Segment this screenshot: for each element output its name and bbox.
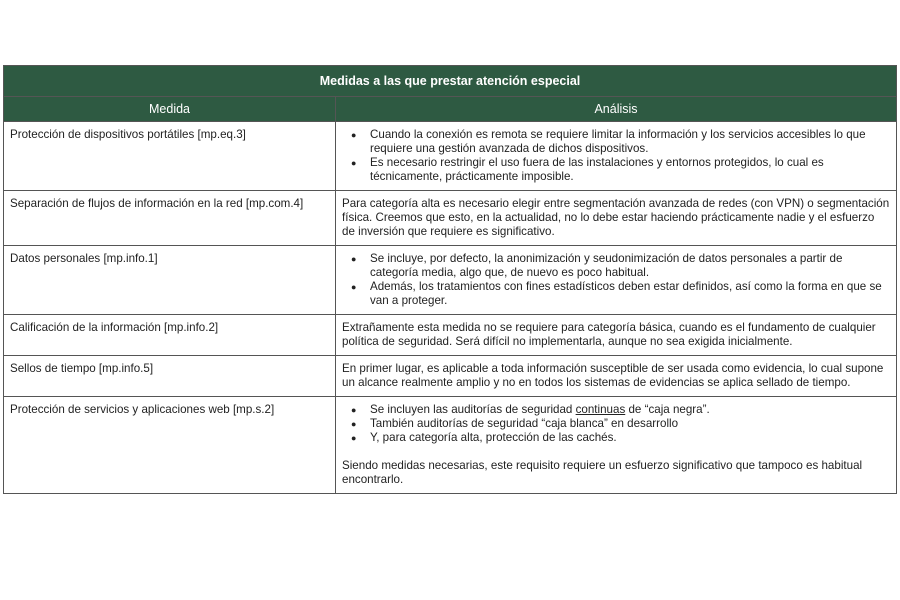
table-row	[4, 397, 897, 494]
list-item: ● Y, para categoría alta, protección de las cachés.	[370, 431, 890, 445]
table-row	[4, 246, 897, 315]
analysis-cell	[336, 246, 897, 315]
list-item: ● Además, los tratamientos con fines estadísticos deben estar definidos, así como la forma en que se van a proteger.	[370, 280, 890, 308]
analysis-cell	[336, 397, 897, 494]
measure-cell: Datos personales [mp.info.1]	[4, 246, 336, 315]
security-measures-table	[3, 65, 897, 494]
table-row	[4, 356, 897, 397]
table-row	[4, 122, 897, 191]
table-title: Medidas a las que prestar atención especial	[4, 66, 897, 97]
analysis-list	[342, 403, 890, 445]
analysis-list	[342, 252, 890, 308]
bullet-text-before: Se incluyen las auditorías de seguridad	[370, 403, 576, 416]
measure-cell: Protección de dispositivos portátiles [mp.eq.3]	[4, 122, 336, 191]
analysis-cell: Extrañamente esta medida no se requiere para categoría básica, cuando es el fundamento de cualquier política de seguridad. Será difícil no implementarla, aunque no sea exigida inicialmente.	[336, 315, 897, 356]
measure-cell: Separación de flujos de información en la red [mp.com.4]	[4, 191, 336, 246]
analysis-cell	[336, 122, 897, 191]
list-item: ● También auditorías de seguridad “caja blanca” en desarrollo	[370, 417, 890, 431]
list-item: ● Es necesario restringir el uso fuera de las instalaciones y entornos protegidos, lo cual es técnicamente, prácticamente imposible.	[370, 156, 890, 184]
bullet-text-after: de “caja negra”.	[625, 403, 710, 416]
table-row	[4, 191, 897, 246]
list-item: ● Cuando la conexión es remota se requiere limitar la información y los servicios accesibles lo que requiere una gestión avanzada de dichos dispositivos.	[370, 128, 890, 156]
table-title-row	[4, 66, 897, 97]
list-item	[370, 403, 890, 417]
measure-cell: Protección de servicios y aplicaciones web [mp.s.2]	[4, 397, 336, 494]
underlined-word: continuas	[575, 403, 626, 416]
analysis-paragraph: Siendo medidas necesarias, este requisito requiere un esfuerzo significativo que tampoco es habitual encontrarlo.	[342, 459, 863, 486]
column-header-medida: Medida	[4, 97, 336, 122]
analysis-cell: Para categoría alta es necesario elegir entre segmentación avanzada de redes (con VPN) o segmentación física. Creemos que esto, en la actualidad, no lo debe estar haciendo prácticamente nadie y el esfuerzo de inversión que requiere es significativo.	[336, 191, 897, 246]
analysis-cell: En primer lugar, es aplicable a toda información susceptible de ser usada como evidencia, lo cual supone un alcance realmente amplio y no en todos los sistemas de evidencias se aplica sellado de tiempo.	[336, 356, 897, 397]
table-row	[4, 315, 897, 356]
table-header-row	[4, 97, 897, 122]
measure-cell: Calificación de la información [mp.info.2]	[4, 315, 336, 356]
column-header-analisis: Análisis	[336, 97, 897, 122]
list-item: ● Se incluye, por defecto, la anonimización y seudonimización de datos personales a partir de categoría media, algo que, de nuevo es poco habitual.	[370, 252, 890, 280]
analysis-list	[342, 128, 890, 184]
measure-cell: Sellos de tiempo [mp.info.5]	[4, 356, 336, 397]
